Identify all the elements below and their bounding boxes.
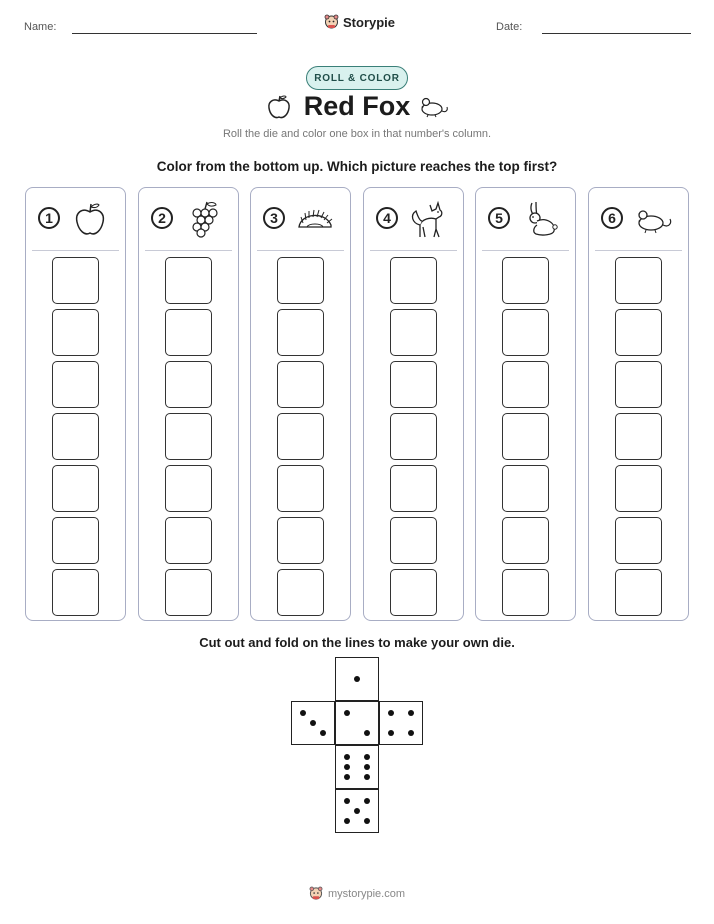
- color-box[interactable]: [390, 517, 437, 564]
- die-face-1: [335, 657, 379, 701]
- color-box[interactable]: [502, 257, 549, 304]
- die-pip: [408, 710, 414, 716]
- color-box[interactable]: [52, 361, 99, 408]
- subtitle: Roll the die and color one box in that number's column.: [222, 128, 492, 140]
- die-face-5: [335, 789, 379, 833]
- die-pip: [364, 730, 370, 736]
- color-box[interactable]: [52, 413, 99, 460]
- die-pip: [354, 676, 360, 682]
- color-box[interactable]: [277, 517, 324, 564]
- die-pip: [364, 818, 370, 824]
- activity-badge: ROLL & COLOR: [306, 66, 408, 90]
- column-5: [475, 187, 576, 621]
- color-box[interactable]: [615, 413, 662, 460]
- rabbit-icon: [520, 199, 560, 239]
- column-number: 2: [151, 207, 173, 229]
- die-pip: [344, 774, 350, 780]
- column-number: 6: [601, 207, 623, 229]
- color-box[interactable]: [277, 361, 324, 408]
- color-box[interactable]: [390, 361, 437, 408]
- color-box[interactable]: [165, 361, 212, 408]
- die-pip: [344, 754, 350, 760]
- die-pip: [354, 808, 360, 814]
- die-pip: [364, 774, 370, 780]
- color-box[interactable]: [52, 465, 99, 512]
- color-box[interactable]: [390, 569, 437, 616]
- die-pip: [364, 754, 370, 760]
- color-box[interactable]: [165, 569, 212, 616]
- column-header: [482, 188, 569, 251]
- color-box[interactable]: [615, 569, 662, 616]
- footer: [0, 886, 714, 901]
- color-box[interactable]: [615, 257, 662, 304]
- column-header: [370, 188, 457, 251]
- color-box[interactable]: [277, 413, 324, 460]
- column-number: 3: [263, 207, 285, 229]
- mouse-icon: [633, 199, 673, 239]
- die-pip: [320, 730, 326, 736]
- die-pip: [364, 798, 370, 804]
- die-pip: [344, 818, 350, 824]
- color-box[interactable]: [390, 465, 437, 512]
- hedgehog-icon: [295, 199, 335, 239]
- color-box[interactable]: [52, 517, 99, 564]
- die-face-6: [335, 745, 379, 789]
- die-pip: [300, 710, 306, 716]
- color-box[interactable]: [390, 309, 437, 356]
- die-face-2: [335, 701, 379, 745]
- brand-name: Storypie: [343, 14, 396, 30]
- color-box[interactable]: [502, 413, 549, 460]
- color-box[interactable]: [502, 465, 549, 512]
- column-header: [145, 188, 232, 251]
- color-box[interactable]: [165, 257, 212, 304]
- cut-instruction: Cut out and fold on the lines to make your own die.: [199, 635, 515, 650]
- column-6: [588, 187, 689, 621]
- color-box[interactable]: [165, 517, 212, 564]
- brand-logo: [324, 14, 395, 30]
- color-box[interactable]: [277, 569, 324, 616]
- apple-icon: [70, 199, 110, 239]
- die-pip: [388, 730, 394, 736]
- color-box[interactable]: [52, 569, 99, 616]
- page-title: Red Fox: [303, 91, 411, 121]
- color-box[interactable]: [615, 309, 662, 356]
- die-pip: [388, 710, 394, 716]
- color-box[interactable]: [277, 257, 324, 304]
- die-pip: [310, 720, 316, 726]
- color-box[interactable]: [390, 257, 437, 304]
- column-2: [138, 187, 239, 621]
- color-box[interactable]: [52, 257, 99, 304]
- die-pip: [344, 798, 350, 804]
- fox-icon: [408, 199, 448, 239]
- name-label: Name:: [24, 21, 57, 33]
- storypie-mascot-icon: [324, 14, 339, 30]
- column-number: 4: [376, 207, 398, 229]
- column-4: [363, 187, 464, 621]
- die-pip: [344, 710, 350, 716]
- color-box[interactable]: [165, 309, 212, 356]
- color-box[interactable]: [165, 465, 212, 512]
- date-label: Date:: [496, 21, 523, 33]
- die-pip: [344, 764, 350, 770]
- column-1: [25, 187, 126, 621]
- color-box[interactable]: [52, 309, 99, 356]
- color-box[interactable]: [615, 361, 662, 408]
- color-box[interactable]: [502, 361, 549, 408]
- footer-url[interactable]: mystorypie.com: [327, 887, 406, 900]
- color-box[interactable]: [615, 465, 662, 512]
- color-box[interactable]: [277, 465, 324, 512]
- die-face-3: [291, 701, 335, 745]
- color-box[interactable]: [615, 517, 662, 564]
- grapes-icon: [183, 199, 223, 239]
- column-header: [595, 188, 682, 251]
- instruction: Color from the bottom up. Which picture reaches the top first?: [156, 159, 558, 174]
- color-box[interactable]: [502, 569, 549, 616]
- name-line[interactable]: [72, 33, 257, 34]
- color-box[interactable]: [390, 413, 437, 460]
- column-header: [257, 188, 344, 251]
- date-line[interactable]: [542, 33, 691, 34]
- storypie-mascot-icon: [309, 886, 323, 901]
- color-box[interactable]: [502, 517, 549, 564]
- die-pip: [364, 764, 370, 770]
- column-header: [32, 188, 119, 251]
- color-box[interactable]: [165, 413, 212, 460]
- column-number: 1: [38, 207, 60, 229]
- color-box[interactable]: [502, 309, 549, 356]
- die-pip: [408, 730, 414, 736]
- color-box[interactable]: [277, 309, 324, 356]
- die-face-4: [379, 701, 423, 745]
- column-3: [250, 187, 351, 621]
- mouse-icon: [418, 96, 450, 118]
- column-number: 5: [488, 207, 510, 229]
